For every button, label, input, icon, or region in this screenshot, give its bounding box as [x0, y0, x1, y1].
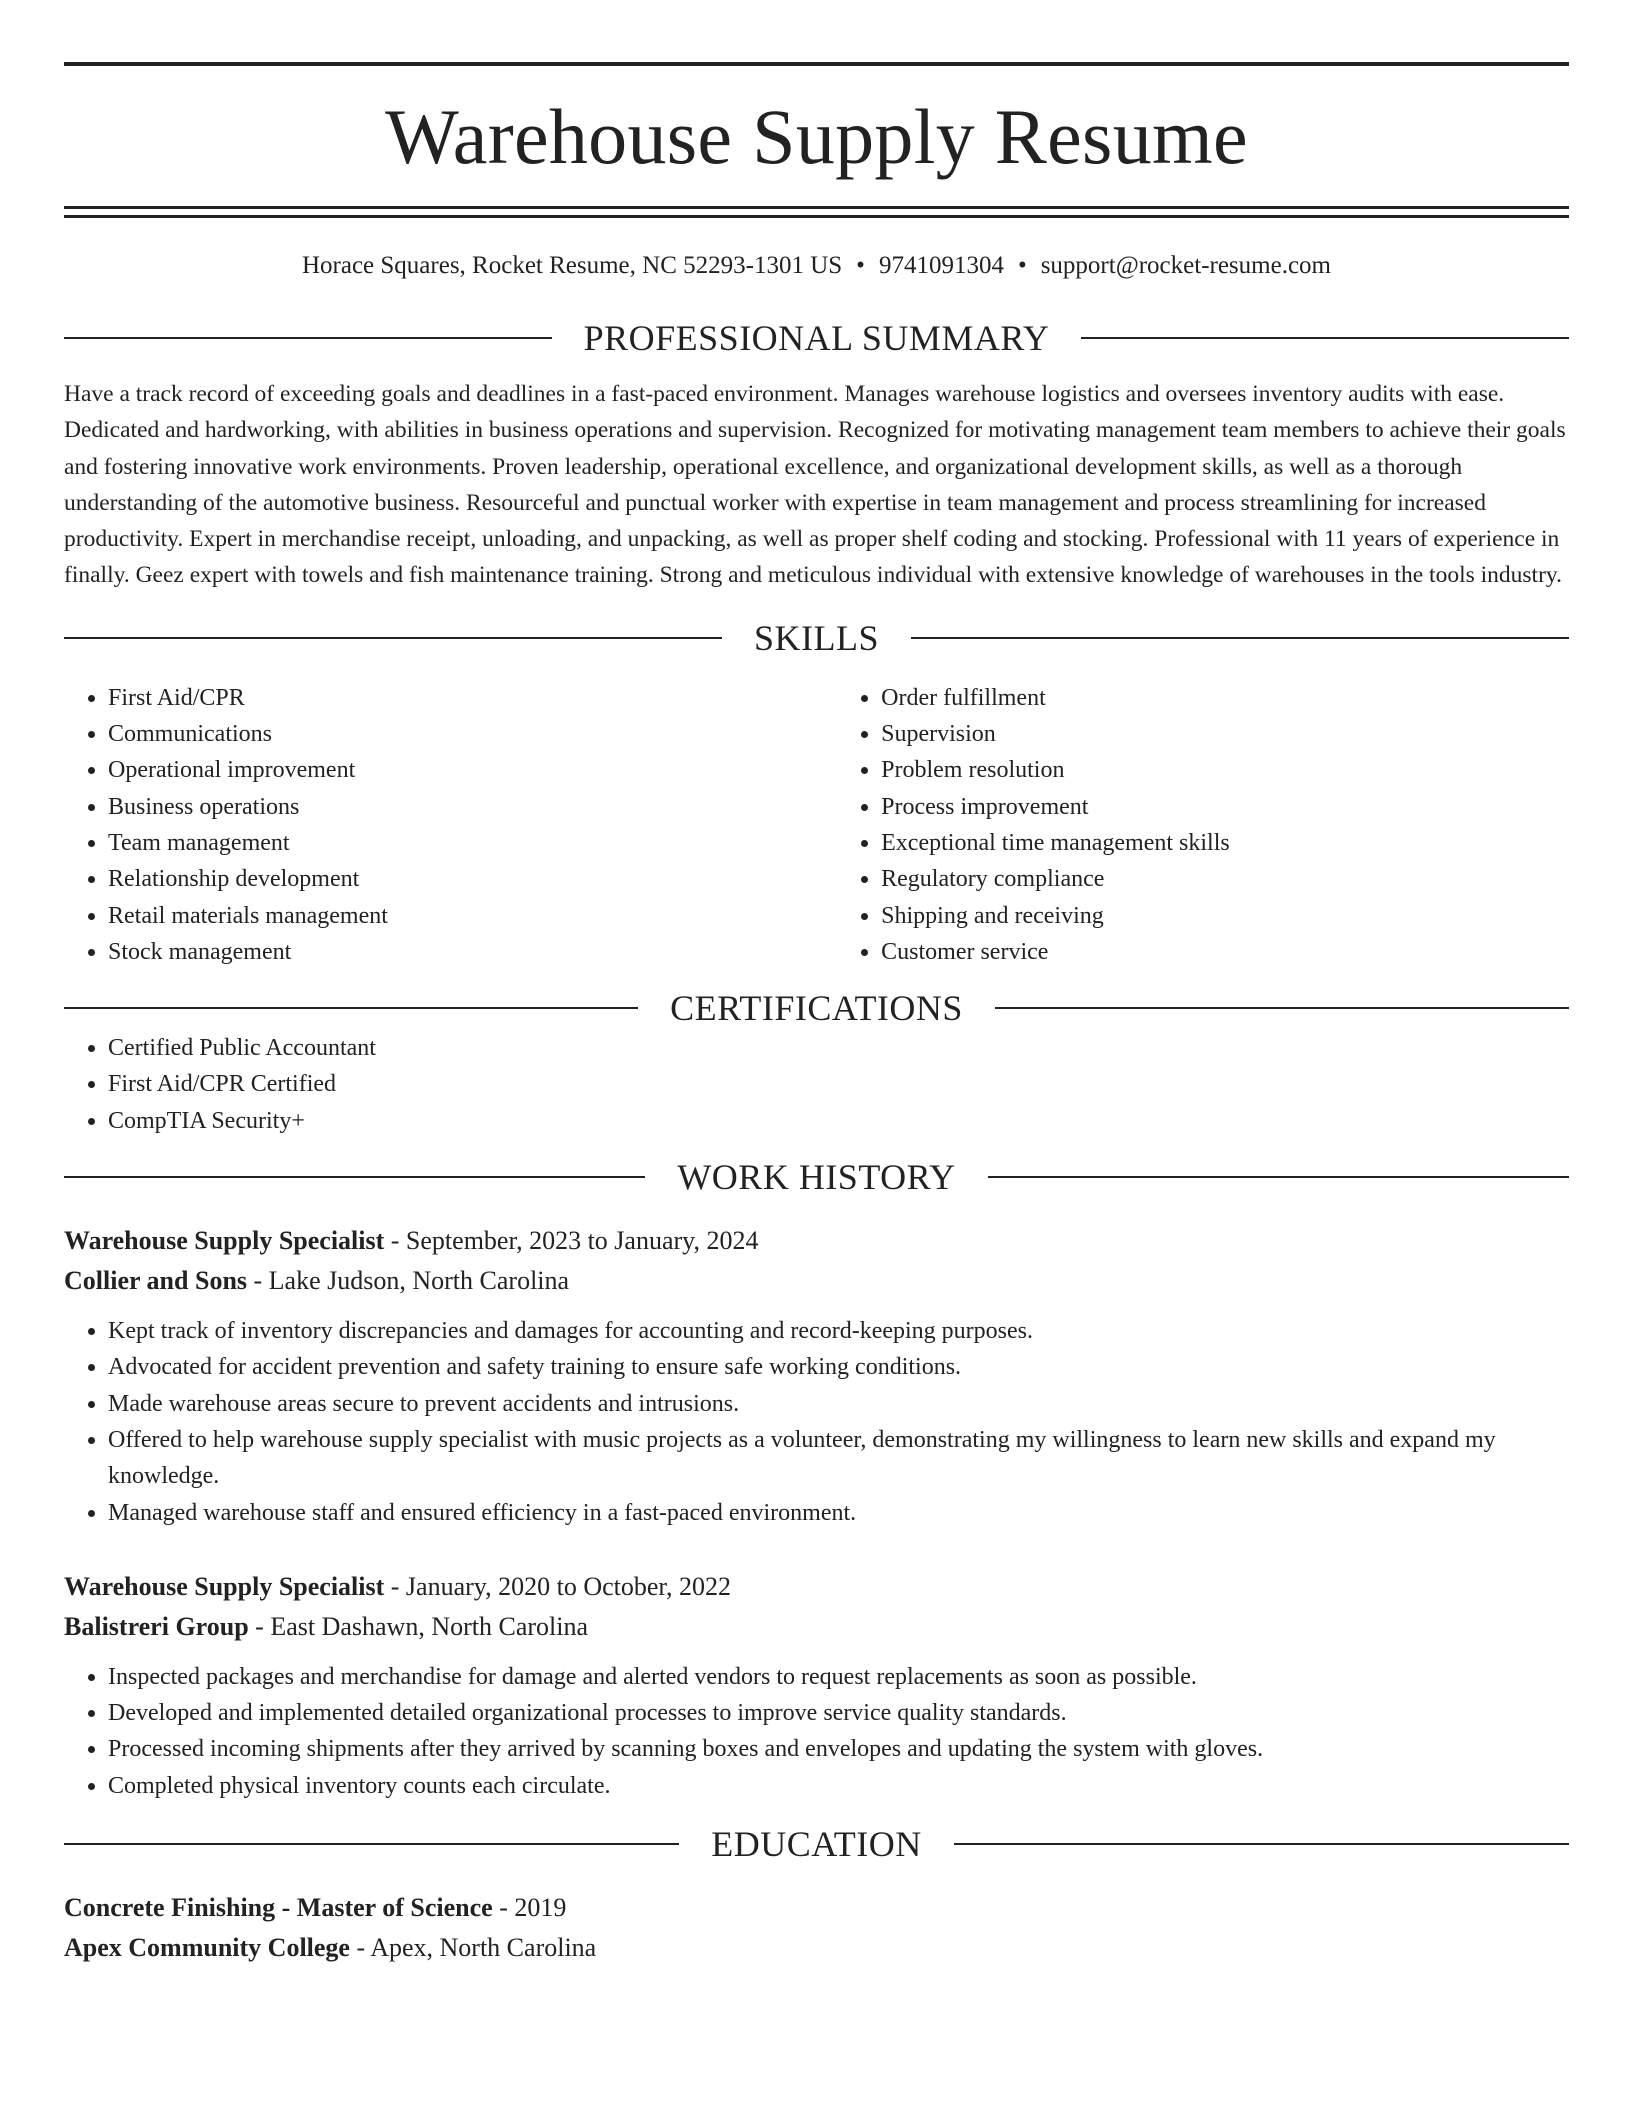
- summary-heading-label: PROFESSIONAL SUMMARY: [583, 318, 1050, 358]
- skill-item: • Customer service: [881, 934, 1569, 970]
- contact-separator: •: [856, 252, 865, 279]
- skill-item: • Retail materials management: [108, 898, 837, 934]
- heading-rule-left: [64, 1843, 679, 1845]
- resume-title: Warehouse Supply Resume: [385, 93, 1248, 180]
- job-entry: [64, 1567, 1569, 1804]
- heading-rule-right: [1081, 337, 1569, 339]
- contact-address: Horace Squares, Rocket Resume, NC 52293-1301 US: [301, 252, 843, 279]
- certifications-heading: [64, 986, 1569, 1030]
- job-bullets: [64, 1659, 1569, 1804]
- heading-rule-left: [64, 637, 722, 639]
- job-bullet: • Kept track of inventory discrepancies and damages for accounting and record-keeping purposes.: [108, 1313, 1569, 1349]
- contact-line: [64, 250, 1569, 282]
- education-heading: [64, 1822, 1569, 1866]
- skill-item: • Shipping and receiving: [881, 898, 1569, 934]
- education-degree-line: [64, 1888, 1569, 1928]
- job-entry: [64, 1221, 1569, 1531]
- certification-item: • Certified Public Accountant: [108, 1030, 1569, 1066]
- education-school-line: [64, 1928, 1569, 1968]
- heading-rule-right: [911, 637, 1569, 639]
- summary-heading: [64, 316, 1569, 360]
- job-location: - Lake Judson, North Carolina: [247, 1266, 570, 1296]
- job-location: - East Dashawn, North Carolina: [248, 1611, 589, 1641]
- skill-item: • Order fulfillment: [881, 680, 1569, 716]
- certifications-list: [64, 1030, 1569, 1139]
- skills-grid: [64, 680, 1569, 970]
- heading-rule-right: [988, 1176, 1569, 1178]
- heading-rule-left: [64, 1176, 645, 1178]
- job-bullet: • Inspected packages and merchandise for damage and alerted vendors to request replacements as soon as possible.: [108, 1659, 1569, 1695]
- heading-rule-right: [995, 1007, 1569, 1009]
- skills-list-right: [837, 680, 1569, 970]
- skill-item: • Exceptional time management skills: [881, 825, 1569, 861]
- job-bullets: [64, 1313, 1569, 1531]
- certification-item: • CompTIA Security+: [108, 1103, 1569, 1139]
- skill-item: • Problem resolution: [881, 752, 1569, 788]
- skill-item: • Regulatory compliance: [881, 861, 1569, 897]
- skill-item: • Communications: [108, 716, 837, 752]
- job-company: Balistreri Group: [64, 1611, 249, 1641]
- job-company-line: [64, 1607, 1569, 1647]
- top-rule: [64, 62, 1569, 66]
- skills-heading: [64, 616, 1569, 660]
- job-title-line: [64, 1567, 1569, 1607]
- education-entry: [64, 1888, 1569, 1968]
- skill-item: • Operational improvement: [108, 752, 837, 788]
- summary-text: Have a track record of exceeding goals and deadlines in a fast-paced environment. Manages warehouse logistics and oversees inventory audits with ease. Dedicated and hardworking, with abilities in business operations and supervision. Recognized for motivating management team members to achieve their goals and fostering innovative work environments. Proven leadership, operational excellence, and organizational development skills, as well as a thorough understanding of the automotive business. Resourceful and punctual worker with expertise in team management and process streamlining for increased productivity. Expert in merchandise receipt, unloading, and unpacking, as well as proper shelf coding and stocking. Professional with 11 years of experience in finally. Geez expert with towels and fish maintenance training. Strong and meticulous individual with extensive knowledge of warehouses in the tools industry.: [64, 381, 1566, 589]
- job-bullet: • Advocated for accident prevention and safety training to ensure safe working conditions.: [108, 1349, 1569, 1385]
- contact-phone: 9741091304: [878, 252, 1004, 279]
- skill-item: • Business operations: [108, 789, 837, 825]
- job-bullet: • Processed incoming shipments after they arrived by scanning boxes and envelopes and updating the system with gloves.: [108, 1731, 1569, 1767]
- job-title: Warehouse Supply Specialist: [64, 1226, 385, 1256]
- skills-heading-label: SKILLS: [754, 617, 880, 658]
- skill-item: • First Aid/CPR: [108, 680, 837, 716]
- job-company-line: [64, 1261, 1569, 1301]
- job-bullet: • Developed and implemented detailed organizational processes to improve service quality standards.: [108, 1695, 1569, 1731]
- job-bullet: • Offered to help warehouse supply specialist with music projects as a volunteer, demonstrating my willingness to learn new skills and expand my knowledge.: [108, 1422, 1569, 1495]
- job-dates: - September, 2023 to January, 2024: [384, 1226, 759, 1256]
- education-year: - 2019: [492, 1893, 567, 1923]
- education-heading-label: EDUCATION: [711, 1824, 922, 1865]
- heading-rule-left: [64, 337, 552, 339]
- certifications-heading-label: CERTIFICATIONS: [670, 988, 963, 1029]
- heading-rule-left: [64, 1007, 638, 1009]
- skills-list-left: [64, 680, 837, 970]
- title-rule-2: [64, 215, 1569, 218]
- job-dates: - January, 2020 to October, 2022: [384, 1571, 732, 1601]
- skill-item: • Relationship development: [108, 861, 837, 897]
- job-bullet: • Managed warehouse staff and ensured efficiency in a fast-paced environment.: [108, 1495, 1569, 1531]
- job-company: Collier and Sons: [64, 1266, 248, 1296]
- certification-item: • First Aid/CPR Certified: [108, 1066, 1569, 1102]
- title-rule-1: [64, 206, 1569, 209]
- job-title: Warehouse Supply Specialist: [64, 1571, 385, 1601]
- skill-item: • Supervision: [881, 716, 1569, 752]
- contact-email: support@rocket-resume.com: [1040, 252, 1331, 279]
- job-title-line: [64, 1221, 1569, 1261]
- work-heading-label: WORK HISTORY: [677, 1157, 956, 1198]
- education-location: - Apex, North Carolina: [349, 1933, 597, 1963]
- education-school: Apex Community College: [64, 1933, 350, 1963]
- education-degree: Concrete Finishing - Master of Science: [64, 1893, 493, 1923]
- skill-item: • Stock management: [108, 934, 837, 970]
- work-heading: [64, 1155, 1569, 1199]
- heading-rule-right: [954, 1843, 1569, 1845]
- job-bullet: • Completed physical inventory counts each circulate.: [108, 1768, 1569, 1804]
- skill-item: • Team management: [108, 825, 837, 861]
- skill-item: • Process improvement: [881, 789, 1569, 825]
- job-bullet: • Made warehouse areas secure to prevent accidents and intrusions.: [108, 1386, 1569, 1422]
- contact-separator: •: [1017, 252, 1027, 279]
